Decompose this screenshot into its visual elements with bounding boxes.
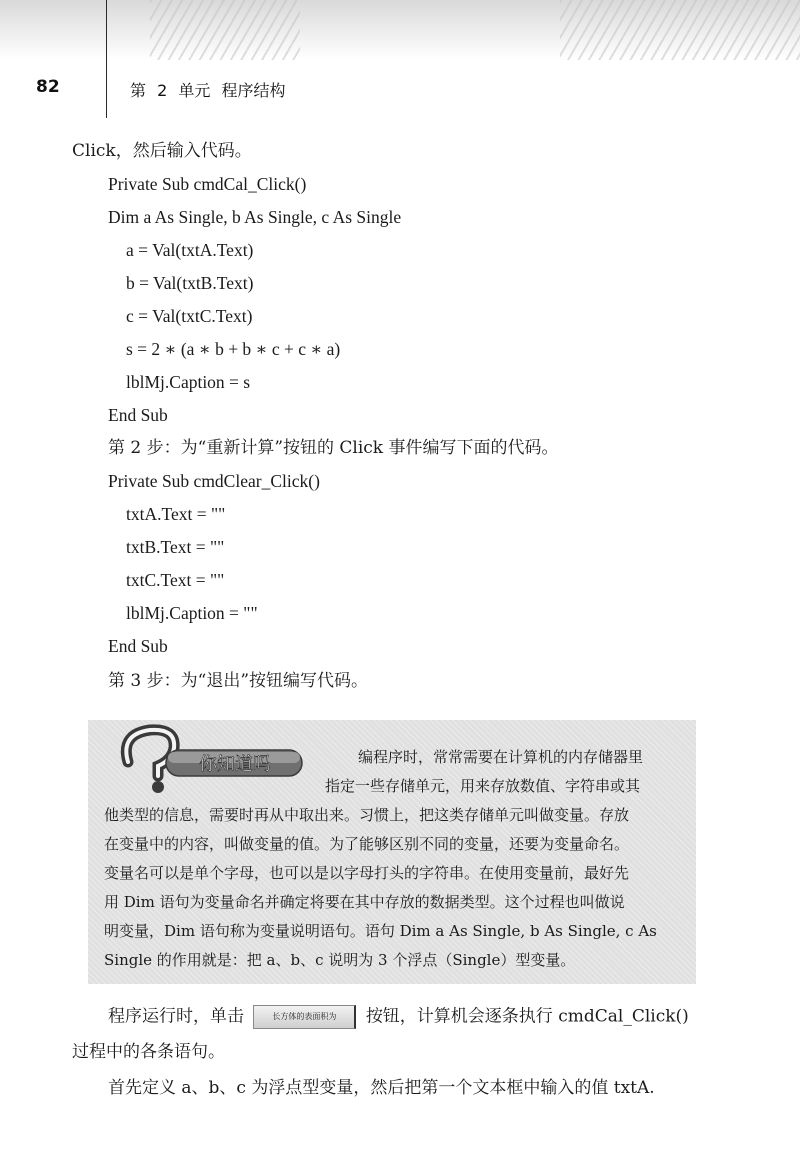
info-text-line: Single 的作用就是：把 a、b、c 说明为 3 个浮点（Single）型变量。 [104, 951, 576, 969]
info-text-line: 变量名可以是单个字母，也可以是以字母打头的字符串。在使用变量前，最好先 [104, 864, 630, 882]
code-line: a = Val(txtA.Text) [126, 240, 254, 260]
info-text-line: 他类型的信息，需要时再从中取出来。习惯上，把这类存储单元叫做变量。存放 [104, 806, 630, 824]
code-line: Private Sub cmdCal_Click() [108, 174, 307, 194]
paragraph-text: 程序运行时，单击 [108, 1006, 244, 1027]
info-text-line: 用 Dim 语句为变量命名并确定将要在其中存放的数据类型。这个过程也叫做说 [104, 893, 625, 911]
question-mark-icon [110, 724, 310, 794]
code-line: End Sub [108, 405, 168, 425]
header-stripe [560, 0, 800, 60]
info-text-line: 在变量中的内容，叫做变量的值。为了能够区别不同的变量，还要为变量命名。 [104, 835, 630, 853]
info-text-line: 编程序时，常常需要在计算机的内存储器里 [358, 748, 644, 766]
code-line: s = 2 ∗ (a ∗ b + b ∗ c + c ∗ a) [126, 339, 341, 359]
code-line: Private Sub cmdClear_Click() [108, 471, 320, 491]
step-line: 第 3 步：为“退出”按钮编写代码。 [108, 671, 369, 691]
code-line: End Sub [108, 636, 168, 656]
step-line: 第 2 步：为“重新计算”按钮的 Click 事件编写下面的代码。 [108, 438, 559, 458]
header-decoration [0, 0, 800, 60]
code-line: Dim a As Single, b As Single, c As Single [108, 207, 402, 227]
header-stripe [150, 0, 300, 60]
surface-area-button-image: 长方体的表面积为 [253, 1005, 356, 1029]
code-line: b = Val(txtB.Text) [126, 273, 254, 293]
code-line: txtA.Text = "" [126, 504, 226, 524]
paragraph-line: 过程中的各条语句。 [72, 1042, 225, 1062]
code-line: c = Val(txtC.Text) [126, 306, 253, 326]
info-text-line: 指定一些存储单元，用来存放数值、字符串或其 [325, 777, 641, 795]
paragraph-text: 按钮，计算机会逐条执行 cmdCal_Click() [365, 1006, 689, 1027]
chapter-title: 第 2 单元 程序结构 [130, 81, 286, 100]
paragraph-line: 首先定义 a、b、c 为浮点型变量，然后把第一个文本框中输入的值 txtA. [108, 1078, 655, 1098]
code-line: lblMj.Caption = "" [126, 603, 258, 623]
code-line: lblMj.Caption = s [126, 372, 251, 392]
header-rule [106, 0, 107, 118]
paragraph-line [108, 1005, 689, 1029]
did-you-know-badge: 你知道吗 [199, 754, 271, 775]
code-line: txtB.Text = "" [126, 537, 225, 557]
page-number: 82 [36, 77, 60, 97]
info-text-line: 明变量，Dim 语句称为变量说明语句。语句 Dim a As Single, b As Single, c As [104, 922, 657, 940]
text-line: Click，然后输入代码。 [72, 141, 252, 161]
code-line: txtC.Text = "" [126, 570, 225, 590]
